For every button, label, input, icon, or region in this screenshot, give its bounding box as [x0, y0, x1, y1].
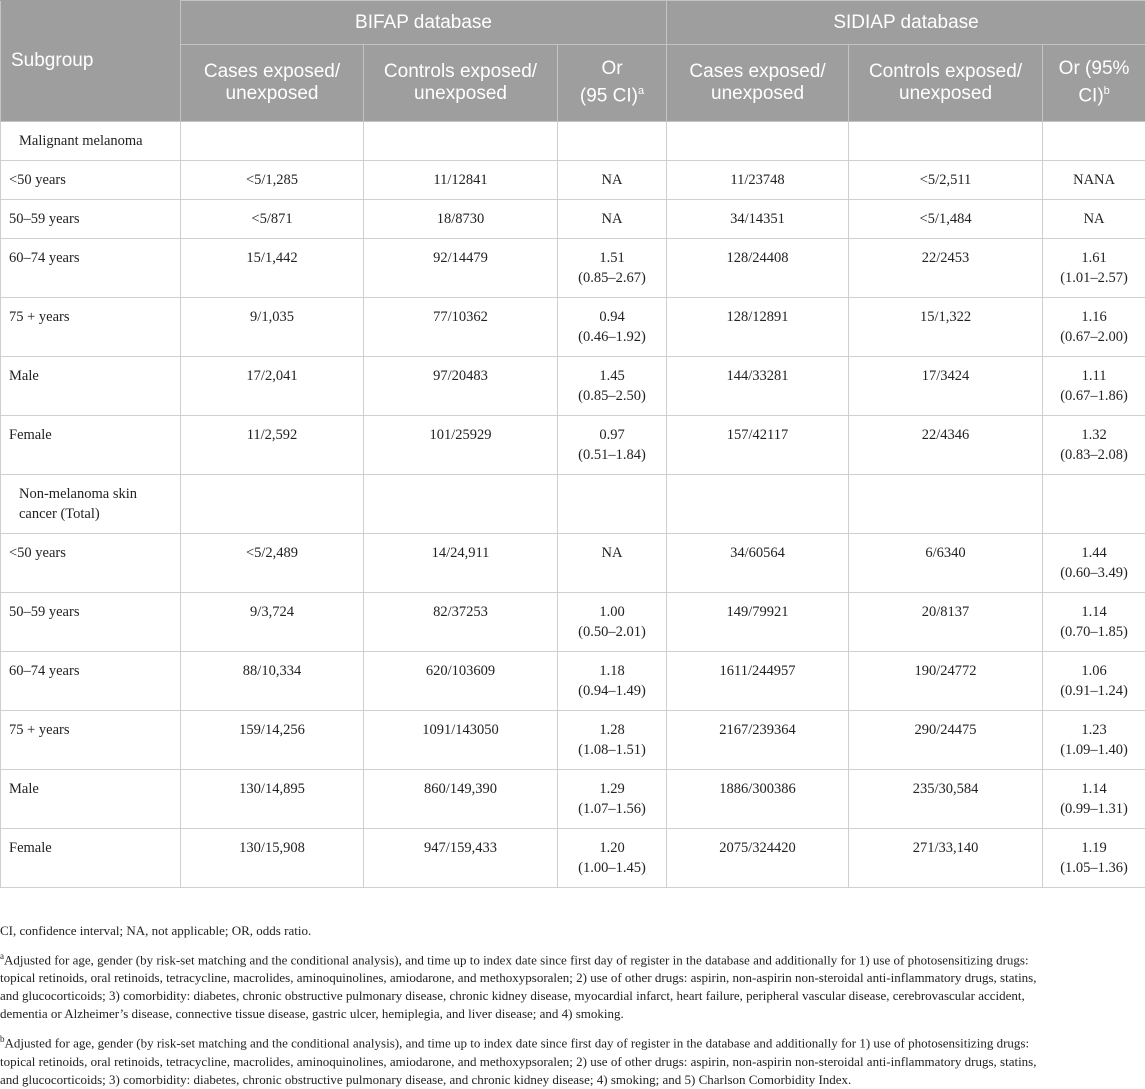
- subgroup-header: Subgroup: [1, 1, 181, 122]
- table-row: 60–74 years 15/1,442 92/14479 1.51 (0.85–2.67) 128/24408 22/2453 1.61 (1.01–2.57): [1, 239, 1145, 298]
- table-row: 50–59 years <5/871 18/8730 NA 34/14351 <5/1,484 NA: [1, 200, 1145, 239]
- section-row-nmsc: [1, 475, 1145, 534]
- bifap-header: BIFAP database: [181, 1, 667, 45]
- bifap-cases-header: Cases exposed/ unexposed: [181, 45, 364, 122]
- sidiap-cases-header: Cases exposed/ unexposed: [667, 45, 849, 122]
- table-row: Male 130/14,895 860/149,390 1.29 (1.07–1.56) 1886/300386 235/30,584 1.14 (0.99–1.31): [1, 770, 1145, 829]
- table-row: Male 17/2,041 97/20483 1.45 (0.85–2.50) 144/33281 17/3424 1.11 (0.67–1.86): [1, 357, 1145, 416]
- table-row: Female 11/2,592 101/25929 0.97 (0.51–1.84) 157/42117 22/4346 1.32 (0.83–2.08): [1, 416, 1145, 475]
- table-row: 50–59 years 9/3,724 82/37253 1.00 (0.50–2.01) 149/79921 20/8137 1.14 (0.70–1.85): [1, 593, 1145, 652]
- sidiap-or-header: Or (95% CI)$^b$: [1043, 45, 1145, 122]
- table-row: <50 years <5/1,285 11/12841 NA 11/23748 <5/2,511 NANA: [1, 161, 1145, 200]
- table-row: 75 + years 159/14,256 1091/143050 1.28 (1.08–1.51) 2167/239364 290/24475 1.23 (1.09–1.40): [1, 711, 1145, 770]
- table-body: [1, 122, 1145, 888]
- table-header: [1, 1, 1145, 122]
- footnote-b: $^b$Adjusted for age, gender (by risk-set matching and the conditional analysis), and time up to index date since first day of register in the database and additionally for 1) use of photosensitizing drugs: topical retinoids, oral retinoids, tetracycline, macrolides, aminoquinolines, amiodarone, and methoxypsoralen; 2) use of other drugs: aspirin, non-aspirin non-steroidal anti-inflammatory drugs, statins, and glucocorticoids; 3) comorbidity: diabetes, chronic obstructive pulmonary disease, and chronic kidney disease; 4) smoking; and 5) Charlson Comorbidity Index.: [0, 1030, 1145, 1088]
- section-label: Malignant melanoma: [1, 122, 181, 161]
- table-row: <50 years <5/2,489 14/24,911 NA 34/60564 6/6340 1.44 (0.60–3.49): [1, 534, 1145, 593]
- table-row: Female 130/15,908 947/159,433 1.20 (1.00–1.45) 2075/324420 271/33,140 1.19 (1.05–1.36): [1, 829, 1145, 888]
- table-row: 60–74 years 88/10,334 620/103609 1.18 (0.94–1.49) 1611/244957 190/24772 1.06 (0.91–1.24): [1, 652, 1145, 711]
- section-row-melanoma: [1, 122, 1145, 161]
- table-row: 75 + years 9/1,035 77/10362 0.94 (0.46–1.92) 128/12891 15/1,322 1.16 (0.67–2.00): [1, 298, 1145, 357]
- bifap-or-header: Or (95 CI)$^a$: [558, 45, 667, 122]
- section-label: Non-melanoma skin cancer (Total): [1, 475, 181, 534]
- sidiap-controls-header: Controls exposed/ unexposed: [849, 45, 1043, 122]
- sidiap-header: SIDIAP database: [667, 1, 1145, 45]
- footnote-a: $^a$Adjusted for age, gender (by risk-set matching and the conditional analysis), and time up to index date since first day of register in the database and additionally for 1) use of photosensitizing drugs: topical retinoids, oral retinoids, tetracycline, macrolides, aminoquinolines, amiodarone, and methoxypsoralen; 2) use of other drugs: aspirin, non-aspirin non-steroidal anti-inflammatory drugs, statins, and glucocorticoids; 3) comorbidity: diabetes, chronic obstructive pulmonary disease, chronic kidney disease, myocardial infarct, heart failure, peripheral vascular disease, cerebrovascular accident, dementia or Alzheimer’s disease, connective tissue disease, gastric ulcer, hemiplegia, and liver disease; and 4) smoking.: [0, 947, 1145, 1023]
- bifap-controls-header: Controls exposed/ unexposed: [364, 45, 558, 122]
- abbreviations-note: CI, confidence interval; NA, not applicable; OR, odds ratio.: [0, 922, 1145, 940]
- table-footnotes: [0, 922, 1145, 1089]
